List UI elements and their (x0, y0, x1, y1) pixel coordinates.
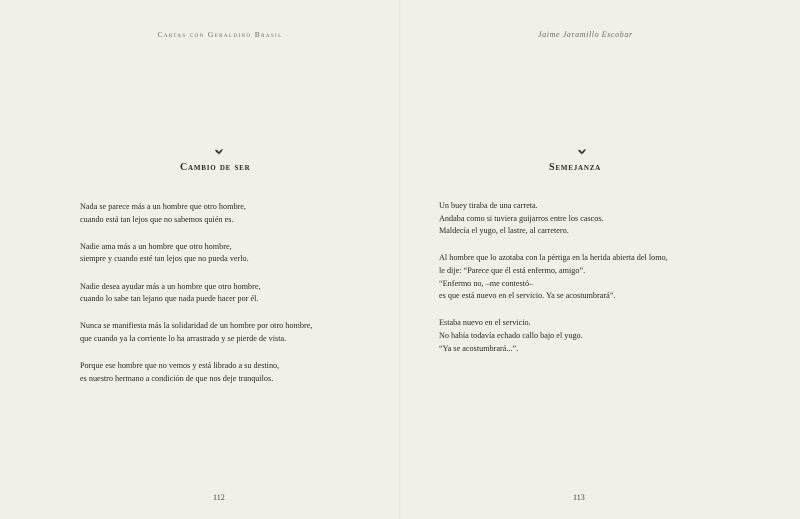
stanza (80, 281, 380, 306)
poem-line: es que está nuevo en el servicio. Ya se acostumbrará”. (439, 291, 616, 301)
poem-line: Nadie ama más a un hombre que otro hombre, (80, 241, 232, 251)
poem-line: No había todavía echado callo bajo el yugo. (439, 330, 583, 340)
poem-line: Un buey tiraba de una carreta. (439, 201, 538, 210)
poem-line: Estaba nuevo en el servicio. (439, 318, 531, 328)
poem-line: cuando lo sabe tan lejano que nada puede hacer por él. (80, 294, 259, 304)
stanza (439, 317, 769, 355)
right-page (400, 0, 800, 519)
poem-line: que cuando ya la corriente lo ha arrastrado y se pierde de vista. (80, 333, 287, 343)
poem-line: cuando está tan lejos que no sabemos quién es. (80, 214, 234, 224)
page-number-left: 112 (213, 493, 225, 502)
page-number-right: 113 (573, 493, 585, 502)
stanza (439, 200, 769, 238)
poem-line: Nadie desea ayudar más a un hombre que otro hombre, (80, 281, 261, 291)
running-head-left: Cartas con Geraldino Brasil (157, 30, 283, 39)
poem-line: Andaba como si tuviera guijarros entre los cascos. (439, 213, 604, 223)
bird-ornament-icon (214, 148, 224, 156)
poem-line: “Ya se acostumbrará...”. (439, 343, 519, 353)
poem-body-right (439, 200, 769, 370)
bird-ornament-icon (577, 148, 587, 156)
poem-line: siempre y cuando esté tan lejos que no pueda verlo. (80, 254, 249, 264)
poem-line: Al hombre que lo azotaba con la pértiga en la herida abierta del lomo, (439, 253, 668, 263)
stanza (439, 252, 769, 302)
poem-line: es nuestro hermano a condición de que nos deje tranquilos. (80, 373, 274, 383)
poem-line: Nunca se manifiesta más la solidaridad de un hombre por otro hombre, (80, 321, 313, 331)
poem-line: Maldecía el yugo, el lastre, al carretero. (439, 226, 569, 236)
stanza (80, 201, 380, 226)
stanza (80, 241, 380, 266)
poem-line: Porque ese hombre que no vemos y está librado a su destino, (80, 361, 280, 371)
running-head-right: Jaime Jaramillo Escobar (538, 30, 633, 39)
poem-title-left: Cambio de ser (180, 162, 251, 173)
stanza (80, 320, 380, 345)
poem-line: le dije: “Parece que él está enfermo, amigo”. (439, 265, 586, 275)
poem-line: Nada se parece más a un hombre que otro hombre, (80, 202, 246, 211)
poem-line: “Enfermo no, –me contestó– (439, 278, 534, 288)
poem-title-right: Semejanza (549, 162, 602, 173)
poem-body-left (80, 201, 380, 400)
stanza (80, 360, 380, 385)
